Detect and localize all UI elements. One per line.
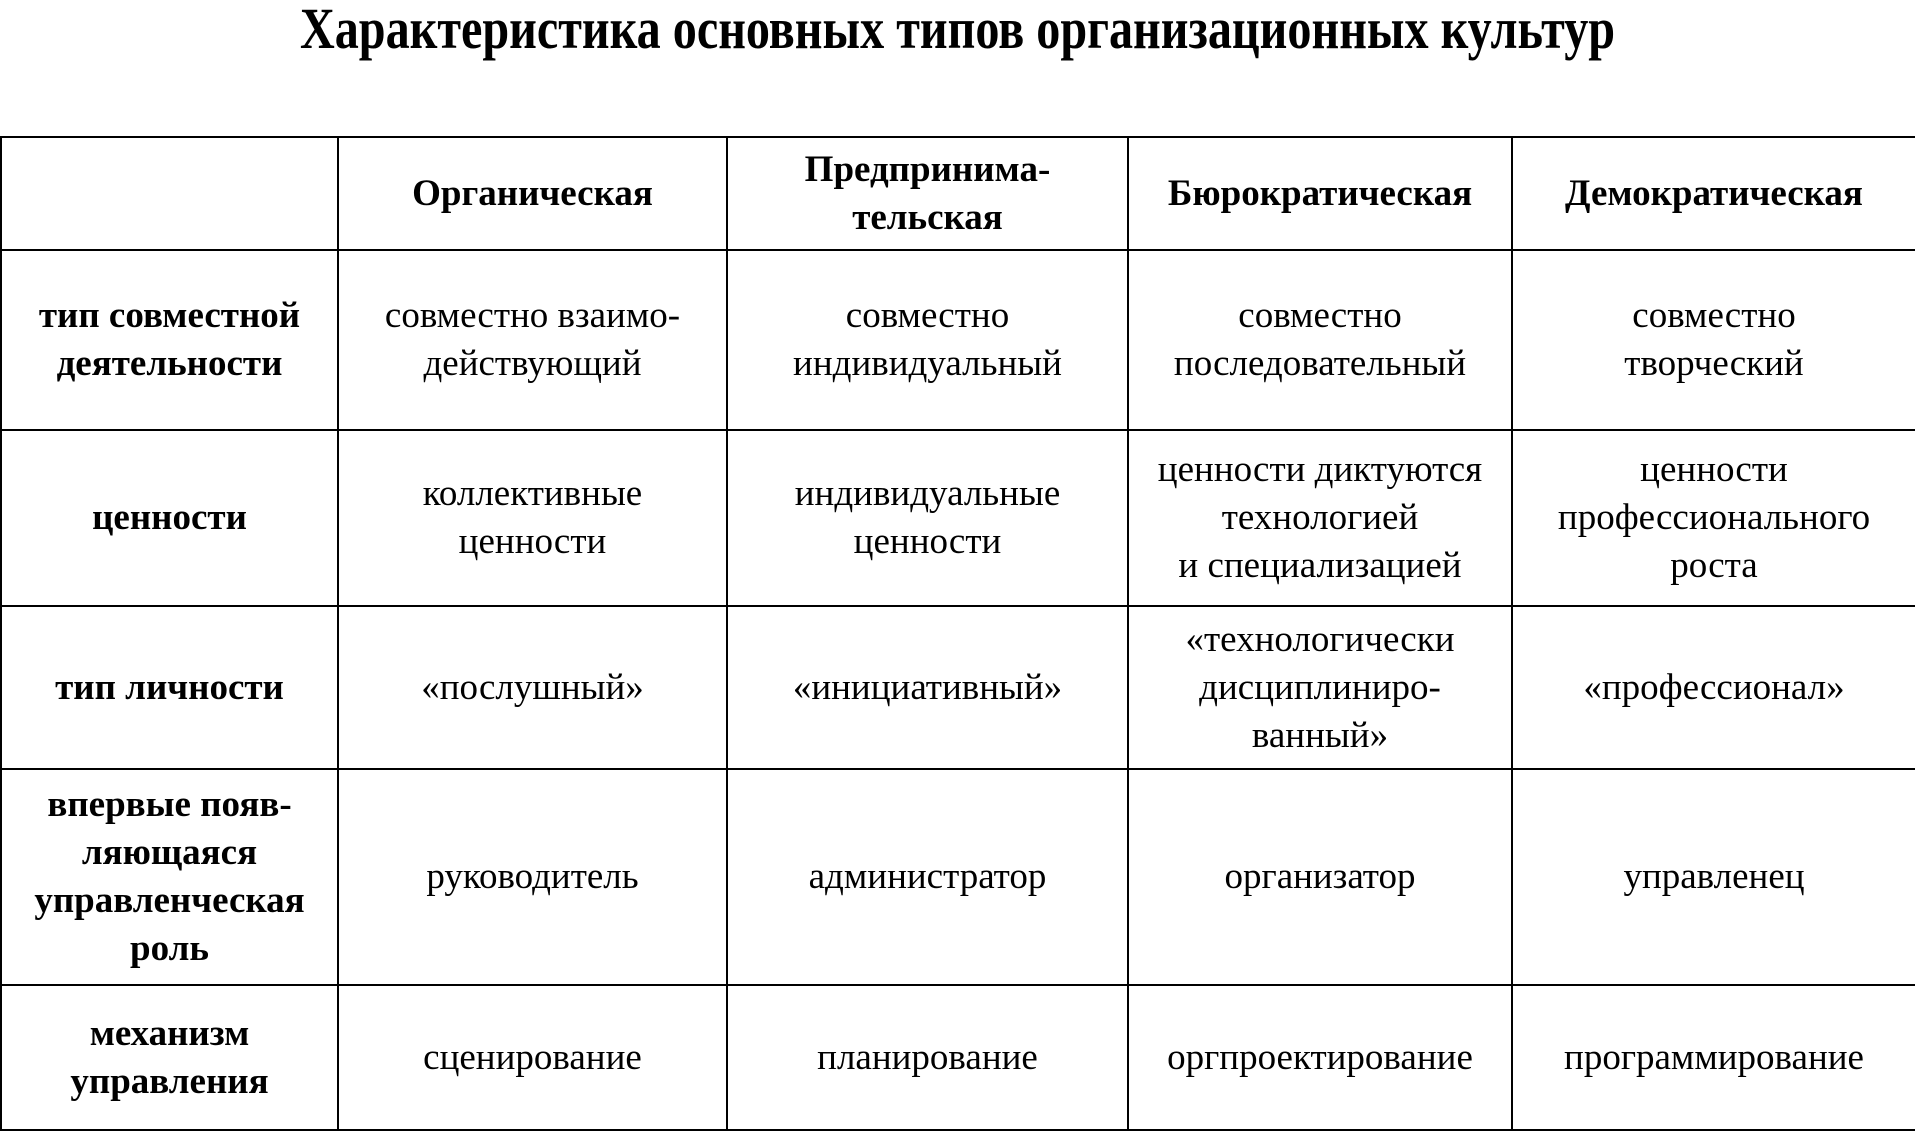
table-cell: индивидуальные ценности (727, 430, 1128, 606)
table-cell: планирование (727, 985, 1128, 1130)
page-title: Характеристика основных типов организационных культур (299, 0, 1616, 61)
table-cell: совместно последовательный (1128, 250, 1512, 430)
table-row (1, 430, 1915, 606)
column-header-entrepreneurial: Предпринима- тельская (727, 137, 1128, 250)
row-header: ценности (1, 430, 338, 606)
row-header: механизм управления (1, 985, 338, 1130)
table-row (1, 250, 1915, 430)
row-header: тип совместной деятельности (1, 250, 338, 430)
table-cell: «инициативный» (727, 606, 1128, 769)
table-cell: оргпроектирование (1128, 985, 1512, 1130)
table-cell: совместно творческий (1512, 250, 1915, 430)
table-cell: управленец (1512, 769, 1915, 985)
corner-cell (1, 137, 338, 250)
table-header-row (1, 137, 1915, 250)
table-cell: организатор (1128, 769, 1512, 985)
table-cell: руководитель (338, 769, 727, 985)
table-cell: совместно индивидуальный (727, 250, 1128, 430)
row-header: тип личности (1, 606, 338, 769)
column-header-democratic: Демократическая (1512, 137, 1915, 250)
table-cell: ценности профессионального роста (1512, 430, 1915, 606)
table-cell: программирование (1512, 985, 1915, 1130)
column-header-organic: Органическая (338, 137, 727, 250)
table-row (1, 985, 1915, 1130)
table-row (1, 606, 1915, 769)
table-cell: «послушный» (338, 606, 727, 769)
row-header: впервые появ- ляющаяся управленческая роль (1, 769, 338, 985)
table-cell: «профессионал» (1512, 606, 1915, 769)
table-row (1, 769, 1915, 985)
table-cell: администратор (727, 769, 1128, 985)
table-cell: «технологически дисциплиниро- ванный» (1128, 606, 1512, 769)
table-cell: совместно взаимо- действующий (338, 250, 727, 430)
table-cell: ценности диктуются технологией и специализацией (1128, 430, 1512, 606)
culture-types-table (0, 136, 1915, 1131)
table-cell: коллективные ценности (338, 430, 727, 606)
table-cell: сценирование (338, 985, 727, 1130)
column-header-bureaucratic: Бюрократическая (1128, 137, 1512, 250)
